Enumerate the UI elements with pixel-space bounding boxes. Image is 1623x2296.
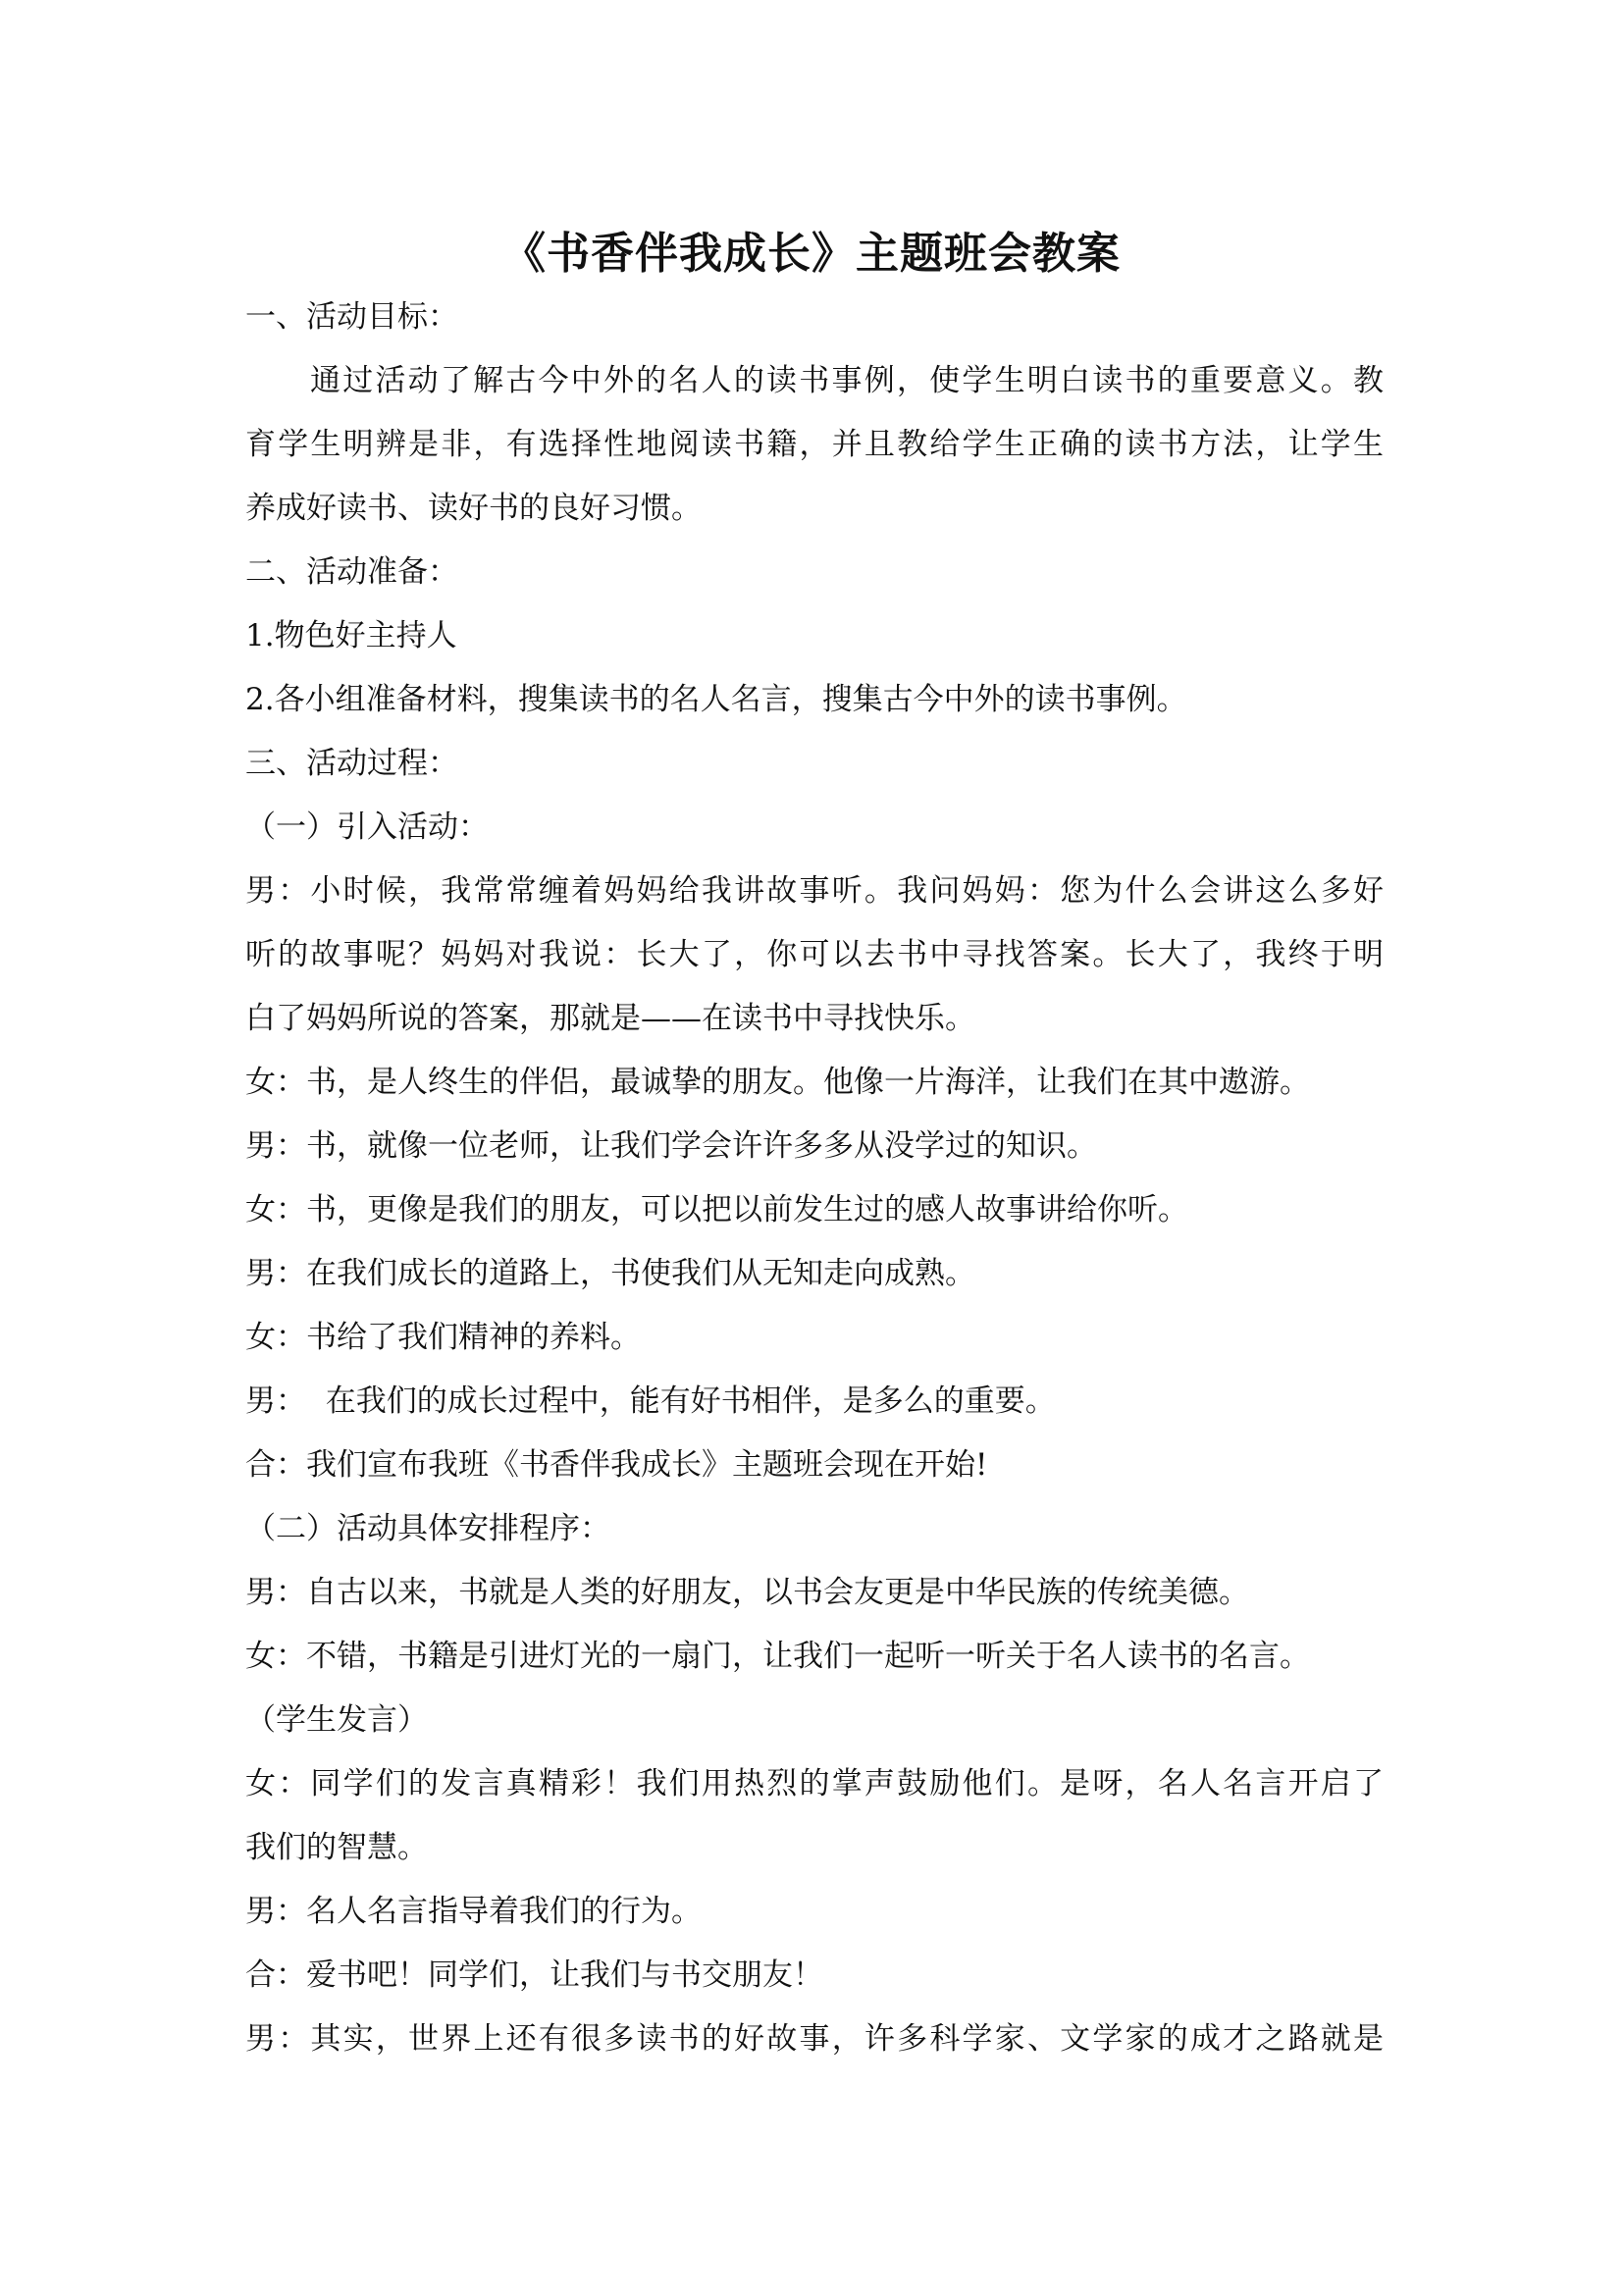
dialogue-line: 白了妈妈所说的答案，那就是——在读书中寻找快乐。 xyxy=(245,1001,975,1036)
stage-note: （学生发言） xyxy=(245,1702,428,1738)
dialogue-line: 我们的智慧。 xyxy=(245,1830,428,1865)
dialogue-line: 女：不错，书籍是引进灯光的一扇门，让我们一起听一听关于名人读书的名言。 xyxy=(245,1639,1310,1674)
list-item: 2.各小组准备材料，搜集读书的名人名言，搜集古今中外的读书事例。 xyxy=(245,682,1187,717)
subsection-heading: （二）活动具体安排程序： xyxy=(245,1511,610,1546)
dialogue-line: 男：自古以来，书就是人类的好朋友，以书会友更是中华民族的传统美德。 xyxy=(245,1575,1249,1610)
dialogue-line: 女：同学们的发言真精彩！我们用热烈的掌声鼓励他们。是呀，名人名言开启了 xyxy=(245,1766,1384,1801)
list-item: 1.物色好主持人 xyxy=(245,618,457,653)
section-heading-preparation: 二、活动准备： xyxy=(245,554,458,590)
dialogue-line: 男：在我们成长的道路上，书使我们从无知走向成熟。 xyxy=(245,1256,975,1291)
dialogue-line: 听的故事呢？妈妈对我说：长大了，你可以去书中寻找答案。长大了，我终于明 xyxy=(245,937,1384,972)
document-title: 《书香伴我成长》主题班会教案 xyxy=(502,229,1121,279)
dialogue-line: 合：我们宣布我班《书香伴我成长》主题班会现在开始! xyxy=(245,1447,988,1483)
subsection-heading: （一）引入活动： xyxy=(245,809,489,845)
dialogue-line: 女：书给了我们精神的养料。 xyxy=(245,1320,641,1355)
dialogue-line: 女：书，更像是我们的朋友，可以把以前发生过的感人故事讲给你听。 xyxy=(245,1192,1188,1227)
dialogue-line: 男： 在我们的成长过程中，能有好书相伴，是多么的重要。 xyxy=(245,1383,1056,1419)
paragraph-line: 养成好读书、读好书的良好习惯。 xyxy=(245,491,702,526)
dialogue-line: 女：书，是人终生的伴侣，最诚挚的朋友。他像一片海洋，让我们在其中遨游。 xyxy=(245,1065,1310,1100)
paragraph-line: 通过活动了解古今中外的名人的读书事例，使学生明白读书的重要意义。教 xyxy=(310,363,1384,398)
section-heading-goals: 一、活动目标： xyxy=(245,299,458,335)
paragraph-line: 育学生明辨是非，有选择性地阅读书籍，并且教给学生正确的读书方法，让学生 xyxy=(245,427,1384,462)
dialogue-line: 男：小时候，我常常缠着妈妈给我讲故事听。我问妈妈：您为什么会讲这么多好 xyxy=(245,873,1384,909)
dialogue-line: 男：名人名言指导着我们的行为。 xyxy=(245,1894,702,1929)
dialogue-line: 合：爱书吧！同学们，让我们与书交朋友！ xyxy=(245,1957,823,1993)
section-heading-process: 三、活动过程： xyxy=(245,746,458,781)
dialogue-line: 男：其实，世界上还有很多读书的好故事，许多科学家、文学家的成才之路就是 xyxy=(245,2021,1384,2057)
dialogue-line: 男：书，就像一位老师，让我们学会许许多多从没学过的知识。 xyxy=(245,1128,1097,1164)
